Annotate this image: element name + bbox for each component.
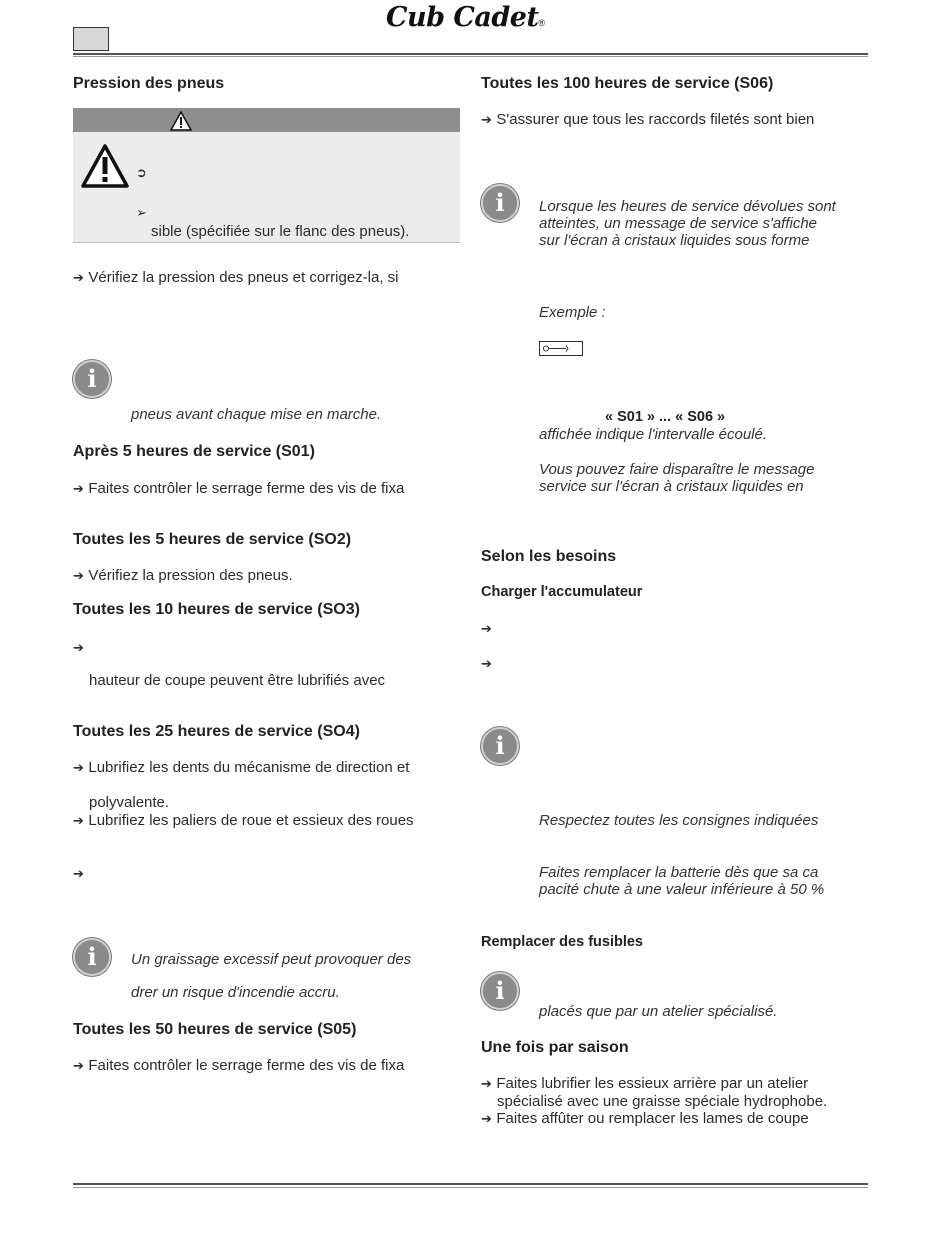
section-title-s06: Toutes les 100 heures de service (S06) bbox=[481, 75, 774, 92]
info-respect: Respectez toutes les consignes indiquées bbox=[539, 812, 819, 829]
info-icon: i bbox=[481, 727, 519, 765]
header-rule bbox=[73, 53, 868, 55]
warning-small-icon bbox=[170, 111, 192, 131]
bullet-saison-essieux-cont: spécialisé avec une graisse spéciale hydrophobe. bbox=[497, 1093, 828, 1110]
page-number-box bbox=[73, 27, 109, 51]
wrench-icon bbox=[540, 342, 582, 355]
brand-registered-mark: ® bbox=[538, 18, 546, 28]
info-text-graissage-2: drer un risque d'incendie accru. bbox=[131, 984, 340, 1001]
text-s04-fragment: polyvalente. bbox=[89, 794, 170, 811]
section-title-s03: Toutes les 10 heures de service (SO3) bbox=[73, 601, 360, 618]
brand-logo-text: Cub Cadet bbox=[386, 2, 539, 33]
wrench-service-icon bbox=[539, 341, 583, 356]
arrow-icon: ➔ bbox=[481, 621, 492, 636]
dismiss-text-1: Vous pouvez faire disparaître le message bbox=[539, 461, 815, 478]
arrow-icon: ➔ bbox=[73, 481, 84, 496]
text-s03-fragment: hauteur de coupe peuvent être lubrifiés avec bbox=[89, 672, 386, 689]
subsection-title-accumulateur: Charger l'accumulateur bbox=[481, 584, 643, 600]
info-s06-line2: atteintes, un message de service s'affiche bbox=[539, 215, 818, 232]
bullet-text: Faites contrôler le serrage ferme des vis de fixa bbox=[88, 480, 405, 497]
info-text-graissage-1: Un graissage excessif peut provoquer des bbox=[131, 951, 412, 968]
arrow-icon: ➔ bbox=[481, 112, 492, 127]
info-icon: i bbox=[73, 938, 111, 976]
arrow-icon: ➔ bbox=[481, 656, 492, 671]
interval-text: affichée indique l'intervalle écoulé. bbox=[539, 426, 768, 443]
bullet-text: Faites affûter ou remplacer les lames de coupe bbox=[496, 1110, 809, 1127]
section-title-s04: Toutes les 25 heures de service (SO4) bbox=[73, 723, 360, 740]
arrow-icon: ➔ bbox=[481, 1076, 492, 1091]
header-rule-thin bbox=[73, 56, 868, 57]
warning-header-bar bbox=[73, 108, 460, 132]
service-codes-range: « S01 » ... « S06 » bbox=[605, 409, 726, 425]
bullet-text: Lubrifiez les dents du mécanisme de direction et bbox=[88, 759, 410, 776]
bullet-text: Vérifiez la pression des pneus et corrigez-la, si bbox=[88, 269, 399, 286]
info-batterie-1: Faites remplacer la batterie dès que sa ca bbox=[539, 864, 819, 881]
subsection-title-fusibles: Remplacer des fusibles bbox=[481, 934, 643, 950]
info-s06-line1: Lorsque les heures de service dévolues sont bbox=[539, 198, 836, 215]
brand-logo bbox=[386, 2, 566, 36]
bullet-s02 bbox=[73, 567, 293, 585]
arrow-icon: ➔ bbox=[481, 1111, 492, 1126]
footer-rule-thin bbox=[73, 1187, 868, 1188]
arrow-icon: ➔ bbox=[73, 640, 84, 655]
warning-circle-arrow-icon: ➲ bbox=[136, 165, 147, 180]
footer-rule bbox=[73, 1183, 868, 1185]
warning-chevron-icon: ➢ bbox=[136, 205, 147, 220]
arrow-icon: ➔ bbox=[73, 568, 84, 583]
info-icon: i bbox=[481, 184, 519, 222]
bullet-text: Faites contrôler le serrage ferme des vis de fixa bbox=[88, 1057, 405, 1074]
arrow-icon: ➔ bbox=[73, 813, 84, 828]
warning-box bbox=[73, 108, 460, 243]
info-s06-line3: sur l'écran à cristaux liquides sous forme bbox=[539, 232, 810, 249]
bullet-s01 bbox=[73, 480, 404, 498]
example-label: Exemple : bbox=[539, 304, 606, 321]
bullet-s06 bbox=[481, 111, 814, 129]
info-fusibles: placés que par un atelier spécialisé. bbox=[539, 1003, 778, 1020]
warning-text-fragment: sible (spécifiée sur le flanc des pneus). bbox=[151, 223, 410, 240]
info-icon: i bbox=[481, 972, 519, 1010]
arrow-icon: ➔ bbox=[73, 270, 84, 285]
bullet-saison-essieux bbox=[481, 1075, 808, 1093]
bullet-saison-lames bbox=[481, 1110, 809, 1128]
info-icon: i bbox=[73, 360, 111, 398]
dismiss-text-2: service sur l'écran à cristaux liquides en bbox=[539, 478, 804, 495]
info-text-pneus: pneus avant chaque mise en marche. bbox=[131, 406, 382, 423]
section-title-s05: Toutes les 50 heures de service (S05) bbox=[73, 1021, 357, 1038]
bullet-s04-paliers bbox=[73, 812, 414, 830]
info-batterie-2: pacité chute à une valeur inférieure à 50 % bbox=[539, 881, 825, 898]
bullet-text: Faites lubrifier les essieux arrière par un atelier bbox=[496, 1075, 809, 1092]
section-title-saison: Une fois par saison bbox=[481, 1039, 629, 1056]
bullet-text: Vérifiez la pression des pneus. bbox=[88, 567, 293, 584]
arrow-icon: ➔ bbox=[73, 1058, 84, 1073]
arrow-icon: ➔ bbox=[73, 866, 84, 881]
bullet-s04-direction bbox=[73, 759, 409, 777]
section-title-pression: Pression des pneus bbox=[73, 75, 225, 92]
section-title-s01: Après 5 heures de service (S01) bbox=[73, 443, 315, 460]
bullet-text: S'assurer que tous les raccords filetés sont bien bbox=[496, 111, 815, 128]
bullet-s05 bbox=[73, 1057, 404, 1075]
bullet-pression-check bbox=[73, 269, 399, 287]
bullet-text: Lubrifiez les paliers de roue et essieux des roues bbox=[88, 812, 414, 829]
warning-triangle-icon bbox=[80, 143, 130, 189]
section-title-besoins: Selon les besoins bbox=[481, 548, 617, 565]
section-title-s02: Toutes les 5 heures de service (SO2) bbox=[73, 531, 352, 548]
arrow-icon: ➔ bbox=[73, 760, 84, 775]
